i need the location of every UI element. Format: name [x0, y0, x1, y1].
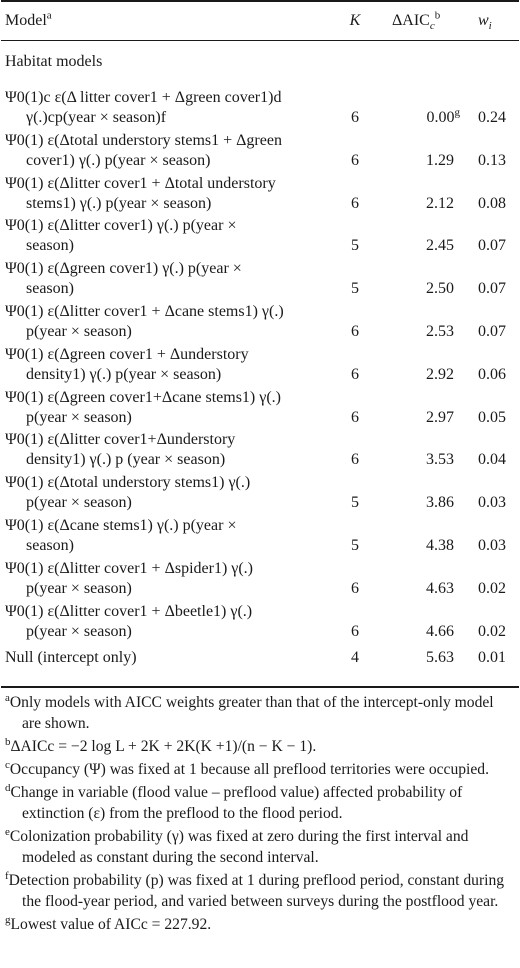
delta-aic-value	[398, 279, 454, 299]
footnote	[5, 914, 515, 935]
weight-value: 0.06	[478, 365, 506, 383]
footnote-text: Occupancy (Ψ) was fixed at 1 because all preflood territories were occupied.	[9, 761, 489, 778]
footnote-mark: c	[5, 758, 10, 771]
weight-value: 0.07	[478, 323, 506, 340]
footnote-text: Change in variable (flood value – preflood value) affected probability of extinction (ε) from the preflood to the flood period.	[10, 784, 463, 822]
table-top-rule	[1, 0, 519, 2]
model-line-1: Ψ0(1) ε(Δgreen cover1 + Δunderstory	[5, 345, 249, 363]
weight-value: 0.04	[478, 451, 506, 469]
delta-aic-number: 4.63	[426, 579, 454, 597]
delta-aic-number: 2.12	[426, 194, 454, 212]
k-value: 6	[351, 151, 359, 169]
footnote-mark: b	[5, 735, 11, 748]
k-value: 5	[351, 537, 359, 554]
footnote-text: Detection probability (p) was fixed at 1 during preflood period, constant during the flood-year period, and varied between surveys during the postflood year.	[8, 872, 505, 910]
delta-aic-value: 5.63	[426, 649, 454, 667]
weight-value: 0.03	[478, 537, 506, 554]
weight-value: 0.07	[478, 237, 506, 255]
model-line-2: cover1) γ(.) p(year × season)	[26, 151, 211, 169]
weight-value: 0.07	[478, 280, 506, 298]
k-value: 6	[351, 622, 359, 640]
footnote-mark: g	[5, 913, 11, 926]
footnote-mark: a	[5, 691, 10, 704]
footnote	[5, 782, 515, 824]
model-line-2: p(year × season)	[26, 408, 132, 426]
k-value: 6	[351, 323, 359, 340]
model-line-2: γ(.)cp(year × season)f	[26, 109, 167, 126]
k-value: 6	[351, 579, 359, 597]
header-weight: $w_i$	[478, 12, 492, 33]
model-label: Null (intercept only)	[5, 649, 137, 667]
delta-aic-value	[398, 151, 454, 171]
header-k: K	[349, 12, 361, 29]
header-model: Model$^a$	[5, 9, 52, 29]
model-line-2: season)	[26, 237, 74, 255]
model-line-2: p(year × season)	[26, 579, 132, 597]
delta-aic-value	[398, 322, 454, 342]
footnote	[5, 759, 515, 780]
delta-aic-value	[398, 536, 454, 556]
model-line-1: Ψ0(1)c ε(Δ litter cover1 + Δgreen cover1)d	[5, 89, 282, 106]
delta-aic-number: 3.86	[426, 494, 454, 512]
delta-aic-value	[398, 408, 454, 428]
section-title: Habitat models	[5, 53, 103, 70]
weight-value: 0.13	[478, 151, 506, 169]
delta-aic-value	[398, 108, 460, 128]
model-line-1: Ψ0(1) ε(Δtotal understory stems1) γ(.)	[5, 474, 251, 492]
model-line-1: Ψ0(1) ε(Δlitter cover1 + Δbeetle1) γ(.)	[5, 602, 253, 620]
weight-value: 0.01	[478, 649, 506, 667]
model-line-1: Ψ0(1) ε(Δlitter cover1) γ(.) p(year ×	[5, 217, 237, 235]
k-value: 6	[351, 365, 359, 383]
delta-aic-number: 2.50	[426, 280, 454, 298]
footnote-mark: f	[5, 869, 9, 882]
model-line-2: density1) γ(.) p(year × season)	[26, 365, 222, 383]
model-line-1: Ψ0(1) ε(Δcane stems1) γ(.) p(year ×	[5, 517, 237, 534]
weight-value: 0.05	[478, 408, 506, 426]
weight-value: 0.02	[478, 622, 506, 640]
delta-aic-value	[398, 236, 454, 256]
model-line-1: Ψ0(1) ε(Δlitter cover1 + Δcane stems1) γ(.)	[5, 303, 284, 320]
footnote-text: Lowest value of AICc = 227.92.	[10, 916, 212, 933]
k-value: 6	[351, 451, 359, 469]
model-line-2: season)	[26, 280, 74, 298]
model-line-2: season)	[26, 537, 74, 554]
header-delta-aic: $\Delta AIC_c^b$	[392, 9, 441, 33]
footnote-mark: g	[454, 106, 460, 119]
footnote	[5, 826, 515, 868]
model-line-1: Ψ0(1) ε(Δlitter cover1+Δunderstory	[5, 431, 236, 449]
weight-value: 0.08	[478, 194, 506, 212]
model-line-1: Ψ0(1) ε(Δgreen cover1) γ(.) p(year ×	[5, 260, 242, 278]
k-value: 6	[351, 109, 359, 126]
footnote-text: ΔAICc = −2 log L + 2K + 2K(K +1)/(n − K − 1).	[10, 738, 317, 755]
delta-aic-number: 2.97	[426, 408, 454, 426]
footnote	[5, 736, 515, 757]
weight-value: 0.02	[478, 579, 506, 597]
model-line-2: stems1) γ(.) p(year × season)	[26, 194, 212, 212]
footnote-text: Only models with AICC weights greater than that of the intercept-only model are shown.	[9, 694, 494, 732]
delta-aic-number: 1.29	[426, 151, 454, 169]
model-line-2: p(year × season)	[26, 323, 132, 340]
model-line-1: Ψ0(1) ε(Δtotal understory stems1 + Δgreen	[5, 131, 282, 149]
model-line-1: Ψ0(1) ε(Δlitter cover1 + Δtotal understory	[5, 174, 276, 192]
footnote	[5, 692, 515, 734]
k-value: 5	[351, 237, 359, 255]
delta-aic-number: 4.66	[426, 622, 454, 640]
table-header-rule	[1, 40, 519, 41]
delta-aic-number: 2.45	[426, 237, 454, 255]
model-line-2: density1) γ(.) p (year × season)	[26, 451, 226, 469]
delta-aic-value	[398, 622, 454, 642]
delta-aic-value	[398, 493, 454, 513]
delta-aic-number: 3.53	[426, 451, 454, 469]
footnote-mark: e	[5, 825, 10, 838]
delta-aic-number: 2.53	[426, 323, 454, 340]
delta-aic-value	[398, 194, 454, 214]
k-value: 5	[351, 280, 359, 298]
k-value: 5	[351, 494, 359, 512]
delta-aic-value	[398, 579, 454, 599]
delta-aic-number: 0.00	[426, 109, 455, 126]
model-line-2: p(year × season)	[26, 494, 132, 512]
k-value: 6	[351, 194, 359, 212]
k-value: 6	[351, 408, 359, 426]
table-bottom-rule	[1, 686, 519, 688]
model-line-2: p(year × season)	[26, 622, 132, 640]
weight-value: 0.03	[478, 494, 506, 512]
delta-aic-number: 2.92	[426, 365, 454, 383]
model-line-1: Ψ0(1) ε(Δlitter cover1 + Δspider1) γ(.)	[5, 559, 254, 577]
delta-aic-value	[398, 450, 454, 470]
k-value: 4	[351, 649, 359, 667]
footnote-text: Colonization probability (γ) was fixed at zero during the first interval and modeled as constant during the second interval.	[9, 828, 469, 866]
footnote-mark: d	[5, 781, 11, 794]
model-line-1: Ψ0(1) ε(Δgreen cover1+Δcane stems1) γ(.)	[5, 388, 281, 406]
footnote	[5, 870, 515, 912]
weight-value: 0.24	[478, 109, 506, 126]
footnotes	[5, 692, 515, 937]
delta-aic-value	[398, 365, 454, 385]
delta-aic-number: 4.38	[426, 537, 454, 554]
